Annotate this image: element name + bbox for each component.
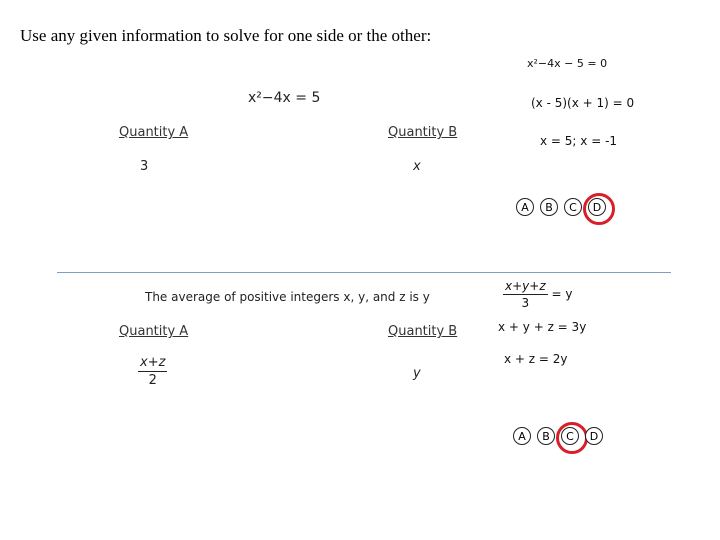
problem1-choice-b[interactable]: B: [540, 198, 558, 216]
problem1-quantity-a-label: Quantity A: [119, 125, 189, 140]
problem1-quantity-b-value: x: [413, 159, 421, 174]
problem2-quantity-a-label: Quantity A: [119, 324, 189, 339]
problem1-given-equation: x²−4x = 5: [248, 90, 321, 106]
problem2-work-fraction-numerator: x+y+z: [505, 279, 546, 293]
section-divider: [57, 272, 671, 273]
problem2-work-step-1: x + y + z = 3y: [498, 320, 587, 334]
problem1-quantity-b-label: Quantity B: [388, 125, 458, 140]
problem1-work-step-3: x = 5; x = -1: [540, 134, 618, 148]
problem2-quantity-a-fraction: [138, 355, 167, 388]
problem2-given-statement: The average of positive integers x, y, and z is y: [145, 290, 430, 304]
problem2-quantity-a-numerator: x+z: [140, 355, 166, 370]
problem2-choice-d[interactable]: D: [585, 427, 603, 445]
problem1-choice-d[interactable]: D: [588, 198, 606, 216]
problem2-work-fraction-rhs: = y: [551, 287, 573, 301]
problem1-choice-a[interactable]: A: [516, 198, 534, 216]
problem2-work-fraction-denominator: 3: [521, 296, 530, 310]
page-title: Use any given information to solve for one side or the other:: [20, 26, 432, 45]
problem1-work-step-1: x²−4x − 5 = 0: [527, 57, 608, 70]
problem1-work-step-2: (x - 5)(x + 1) = 0: [531, 96, 635, 110]
problem2-work-step-2: x + z = 2y: [504, 352, 568, 366]
problem2-choice-a[interactable]: A: [513, 427, 531, 445]
problem2-quantity-a-denominator: 2: [148, 373, 157, 388]
problem1-quantity-a-value: 3: [140, 159, 149, 174]
problem2-answer-choices: [513, 427, 603, 445]
problem2-choice-c[interactable]: C: [561, 427, 579, 445]
problem1-answer-choices: [516, 198, 606, 216]
problem2-quantity-b-value: y: [413, 366, 421, 381]
problem2-work-fraction: [503, 279, 572, 310]
problem2-quantity-b-label: Quantity B: [388, 324, 458, 339]
problem2-choice-b[interactable]: B: [537, 427, 555, 445]
problem1-choice-c[interactable]: C: [564, 198, 582, 216]
